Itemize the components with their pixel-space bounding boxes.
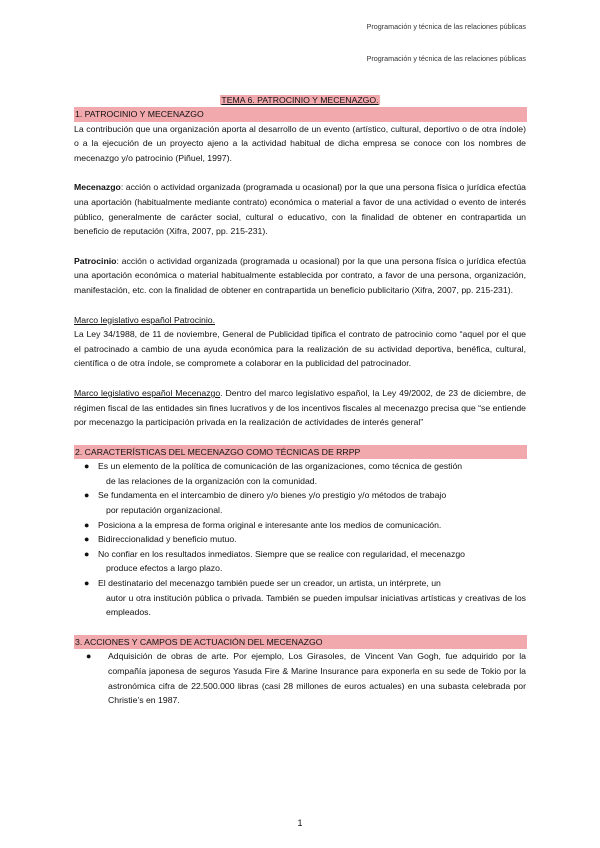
list-item bbox=[74, 532, 526, 547]
running-header: Programación y técnica de las relaciones públicas bbox=[366, 22, 526, 31]
list-item-text: No confiar en los resultados inmediatos. Siempre que se realice con regularidad, el mecenazgo bbox=[98, 548, 466, 559]
bullet-dot-icon: ● bbox=[84, 548, 90, 559]
marco-patrocinio-text: La Ley 34/1988, de 11 de noviembre, General de Publicidad tipifica el contrato de patrocinio como “aquel por el que el patrocinado a cambio de una ayuda económica para la realización de su actividad deportiva, benéfica, cultural, científica o de otra índole, se compromete a colaborar en la publicidad del patrocinador. bbox=[74, 329, 526, 369]
marco-mecenazgo-paragraph bbox=[74, 386, 526, 430]
list-item-text: Se fundamenta en el intercambio de dinero y/o bienes y/o prestigio y/o métodos de trabajo bbox=[98, 490, 447, 501]
section-1-intro: La contribución que una organización aporta al desarrollo de un evento (artístico, cultural, deportivo o de otra índole) o a la ejecución de un proyecto ajeno a la actividad habitual de dicha empresa se conoce con los nombres de mecenazgo y/o patrocinio (Piñuel, 1997). bbox=[74, 123, 526, 163]
bullet-dot-icon: ● bbox=[84, 461, 90, 472]
list-item bbox=[74, 576, 526, 620]
section-3-heading bbox=[74, 635, 526, 650]
mecenazgo-text: : acción o actividad organizada (programada u ocasional) por la que una persona física o jurídica efectúa una aportación (habitualmente mediante contrato) económica o material a favor de una actividad o evento de interés público, generalmente de carácter social, cultural o educativo, con la finalidad de obtener en contrapartida un beneficio de reputación (Xifra, 2007, pp. 215-231). bbox=[74, 182, 526, 237]
list-item-text: Adquisición de obras de arte. Por ejemplo, Los Girasoles, de Vincent Van Gogh, fue adquirido por la compañía japonesa de seguros Yasuda Fire & Marine Insurance para exponerla en su sede de Tokio por la astronómica cifra de 22.500.000 libras (casi 28 millones de euros actuales) en una subasta celebrada por Christie’s en 1987. bbox=[108, 651, 526, 706]
section-1-heading bbox=[74, 107, 526, 122]
characteristics-list bbox=[74, 459, 526, 620]
list-item bbox=[74, 649, 526, 707]
list-item-continuation: por reputación organizacional. bbox=[106, 505, 223, 516]
section-2-heading bbox=[74, 445, 526, 460]
list-item-continuation: autor u otra institución pública o privada. También se pueden impulsar iniciativas artísticas y creativas de los empleados. bbox=[106, 592, 526, 618]
patrocinio-text: : acción o actividad organizada (programada u ocasional) por la que una persona física o jurídica efectúa una aportación económica o material habitualmente establecida por contrato, a favor de una persona, organización, manifestación, etc. con la finalidad de obtener en contrapartida un beneficio publicitario (Xifra, 2007, pp. 215-231). bbox=[74, 255, 526, 295]
bullet-dot-icon: ● bbox=[84, 490, 90, 501]
marco-patrocinio-heading bbox=[74, 313, 526, 328]
bullet-dot-icon: ● bbox=[84, 519, 90, 530]
list-item-text: Posiciona a la empresa de forma original e interesante ante los medios de comunicación. bbox=[98, 519, 442, 530]
title-wrapper bbox=[74, 93, 526, 107]
running-header-repeat: Programación y técnica de las relaciones públicas bbox=[366, 54, 526, 63]
list-item bbox=[74, 518, 526, 533]
list-item-text: El destinatario del mecenazgo también puede ser un creador, un artista, un intérprete, un bbox=[98, 578, 441, 589]
bullet-dot-icon: ● bbox=[84, 534, 90, 545]
list-item bbox=[74, 459, 526, 488]
section-3-heading-text: 3. ACCIONES Y CAMPOS DE ACTUACIÓN DEL MECENAZGO bbox=[74, 635, 527, 650]
mecenazgo-label: Mecenazgo bbox=[74, 182, 121, 193]
section-2-heading-text: 2. CARACTERÍSTICAS DEL MECENAZGO COMO TÉCNICAS DE RRPP bbox=[74, 445, 527, 460]
marco-mecenazgo-label: Marco legislativo español Mecenazgo bbox=[74, 387, 221, 398]
mecenazgo-definition bbox=[74, 180, 526, 238]
document-body bbox=[74, 93, 526, 708]
list-item-text: Es un elemento de la política de comunicación de las organizaciones, como técnica de gestión bbox=[98, 461, 463, 472]
page-number: 1 bbox=[297, 818, 303, 828]
marco-patrocinio-label: Marco legislativo español Patrocinio. bbox=[74, 314, 216, 325]
section-1-heading-text: 1. PATROCINIO Y MECENAZGO bbox=[74, 107, 527, 122]
bullet-dot-icon: ● bbox=[84, 578, 90, 589]
patrocinio-definition bbox=[74, 254, 526, 298]
patrocinio-label: Patrocinio bbox=[74, 255, 117, 266]
list-item bbox=[74, 488, 526, 517]
list-item-continuation: produce efectos a largo plazo. bbox=[106, 563, 223, 574]
list-item-continuation: de las relaciones de la organización con la comunidad. bbox=[106, 475, 318, 486]
page-title: TEMA 6. PATROCINIO Y MECENAZGO. bbox=[221, 95, 379, 105]
actions-list bbox=[74, 649, 526, 707]
marco-mecenazgo-text: . Dentro del marco legislativo español, la Ley 49/2002, de 23 de diciembre, de régimen fiscal de las entidades sin fines lucrativos y de los incentivos fiscales al mecenazgo precisa que “se entiende por mecenazgo la participación privada en la realización de actividades de interés general” bbox=[74, 387, 527, 428]
list-item-text: Bidireccionalidad y beneficio mutuo. bbox=[98, 534, 237, 545]
bullet-dot-icon: ● bbox=[86, 651, 92, 662]
list-item bbox=[74, 547, 526, 576]
